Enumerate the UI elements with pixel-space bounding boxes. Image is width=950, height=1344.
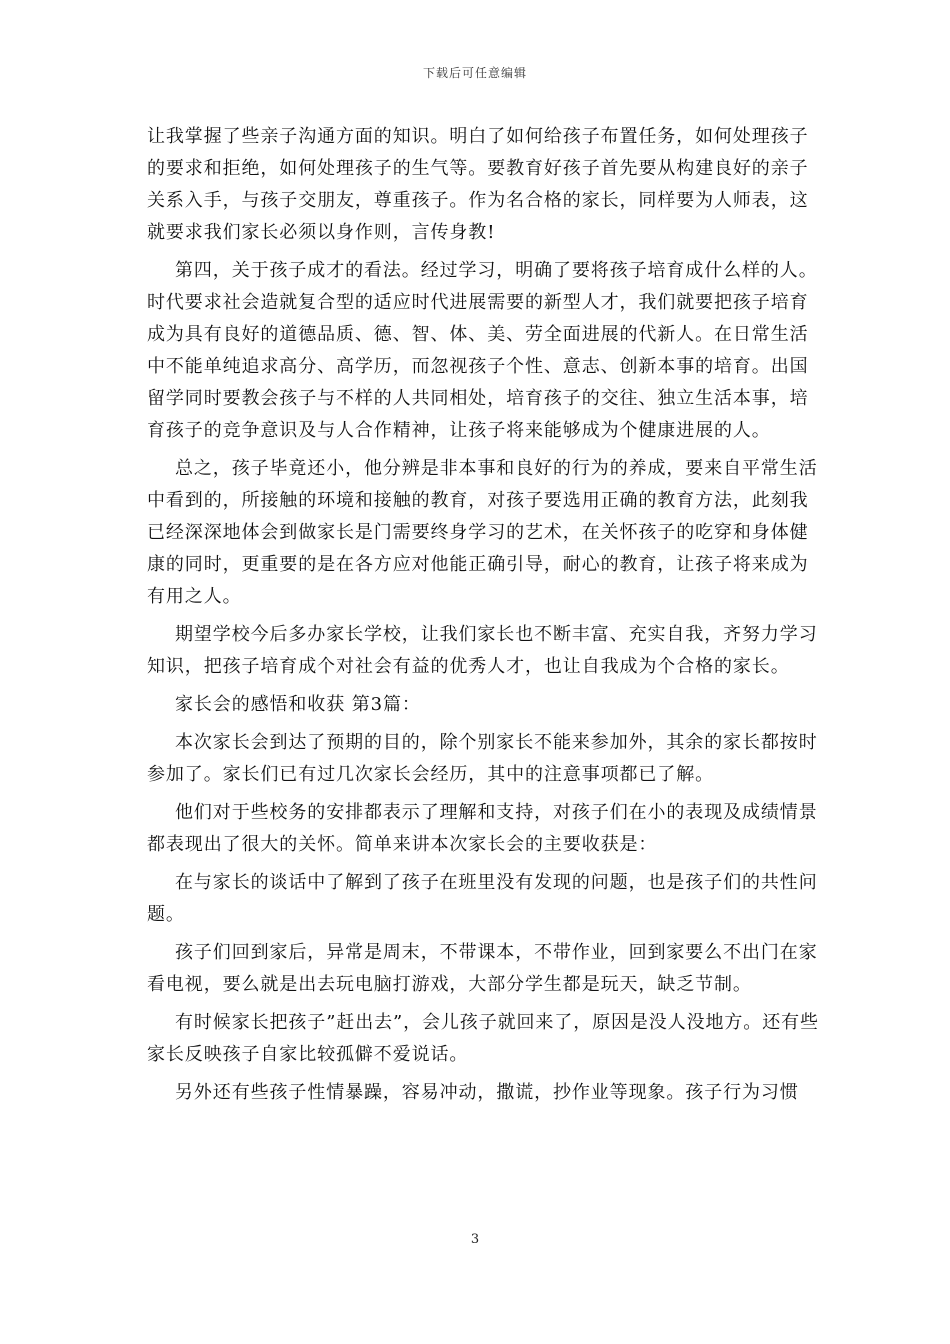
paragraph-continued: 让我掌握了些亲子沟通方面的知识。明白了如何给孩子布置任务，如何处理孩子的要求和拒绝，如何处理孩子的生气等。要教育好孩子首先要从构建良好的亲子关系入手，与孩子交朋友，尊重孩子。作为名合格的家长，同样要为人师表，这就要求我们家长必须以身作则，言传身教! xyxy=(147,126,809,243)
paragraph-parents-feedback: 有时候家长把孩子”赶出去”，会儿孩子就回来了，原因是没人没地方。还有些家长反映孩子自家比较孤僻不爱说话。 xyxy=(147,1012,819,1065)
paragraph-fourth-point: 第四，关于孩子成才的看法。经过学习，明确了要将孩子培育成什么样的人。时代要求社会造就复合型的适应时代进展需要的新型人才，我们就要把孩子培育成为具有良好的道德品质、德、智、体、美、劳全面进展的代新人。在日常生活中不能单纯追求高分、高学历，而忽视孩子个性、意志、创新本事的培育。出国留学同时要教会孩子与不样的人共同相处，培育孩子的交往、独立生活本事，培育孩子的竞争意识及与人合作精神，让孩子将来能够成为个健康进展的人。 xyxy=(147,260,818,441)
page-number: 3 xyxy=(470,1232,480,1247)
paragraph-summary: 总之，孩子毕竟还小，他分辨是非本事和良好的行为的养成，要来自平常生活中看到的，所接触的环境和接触的教育，对孩子要选用正确的教育方法，此刻我已经深深地体会到做家长是门需要终身学习的艺术，在关怀孩子的吃穿和身体健康的同时，更重要的是在各方应对他能正确引导，耐心的教育，让孩子将来成为有用之人。 xyxy=(147,458,818,607)
paragraph-common-problems: 在与家长的谈话中了解到了孩子在班里没有发现的问题，也是孩子们的共性问题。 xyxy=(147,872,818,925)
page-header: 下载后可任意编辑 xyxy=(422,66,527,80)
paragraph-hope: 期望学校今后多办家长学校，让我们家长也不断丰富、充实自我，齐努力学习知识，把孩子培育成个对社会有益的优秀人才，也让自我成为个合格的家长。 xyxy=(147,624,818,677)
paragraph-behavior: 另外还有些孩子性情暴躁，容易冲动，撒谎，抄作业等现象。孩子行为习惯 xyxy=(175,1082,799,1103)
document-body xyxy=(147,121,823,1109)
paragraph-weekend: 孩子们回到家后，异常是周末，不带课本，不带作业，回到家要么不出门在家看电视，要么就是出去玩电脑打游戏，大部分学生都是玩天，缺乏节制。 xyxy=(147,942,818,995)
paragraph-meeting-goal: 本次家长会到达了预期的目的，除个别家长不能来参加外，其余的家长都按时参加了。家长们已有过几次家长会经历，其中的注意事项都已了解。 xyxy=(147,732,818,785)
paragraph-support: 他们对于些校务的安排都表示了理解和支持，对孩子们在小的表现及成绩情景都表现出了很大的关怀。简单来讲本次家长会的主要收获是： xyxy=(147,802,818,855)
section-title: 家长会的感悟和收获 第3篇： xyxy=(175,694,421,715)
